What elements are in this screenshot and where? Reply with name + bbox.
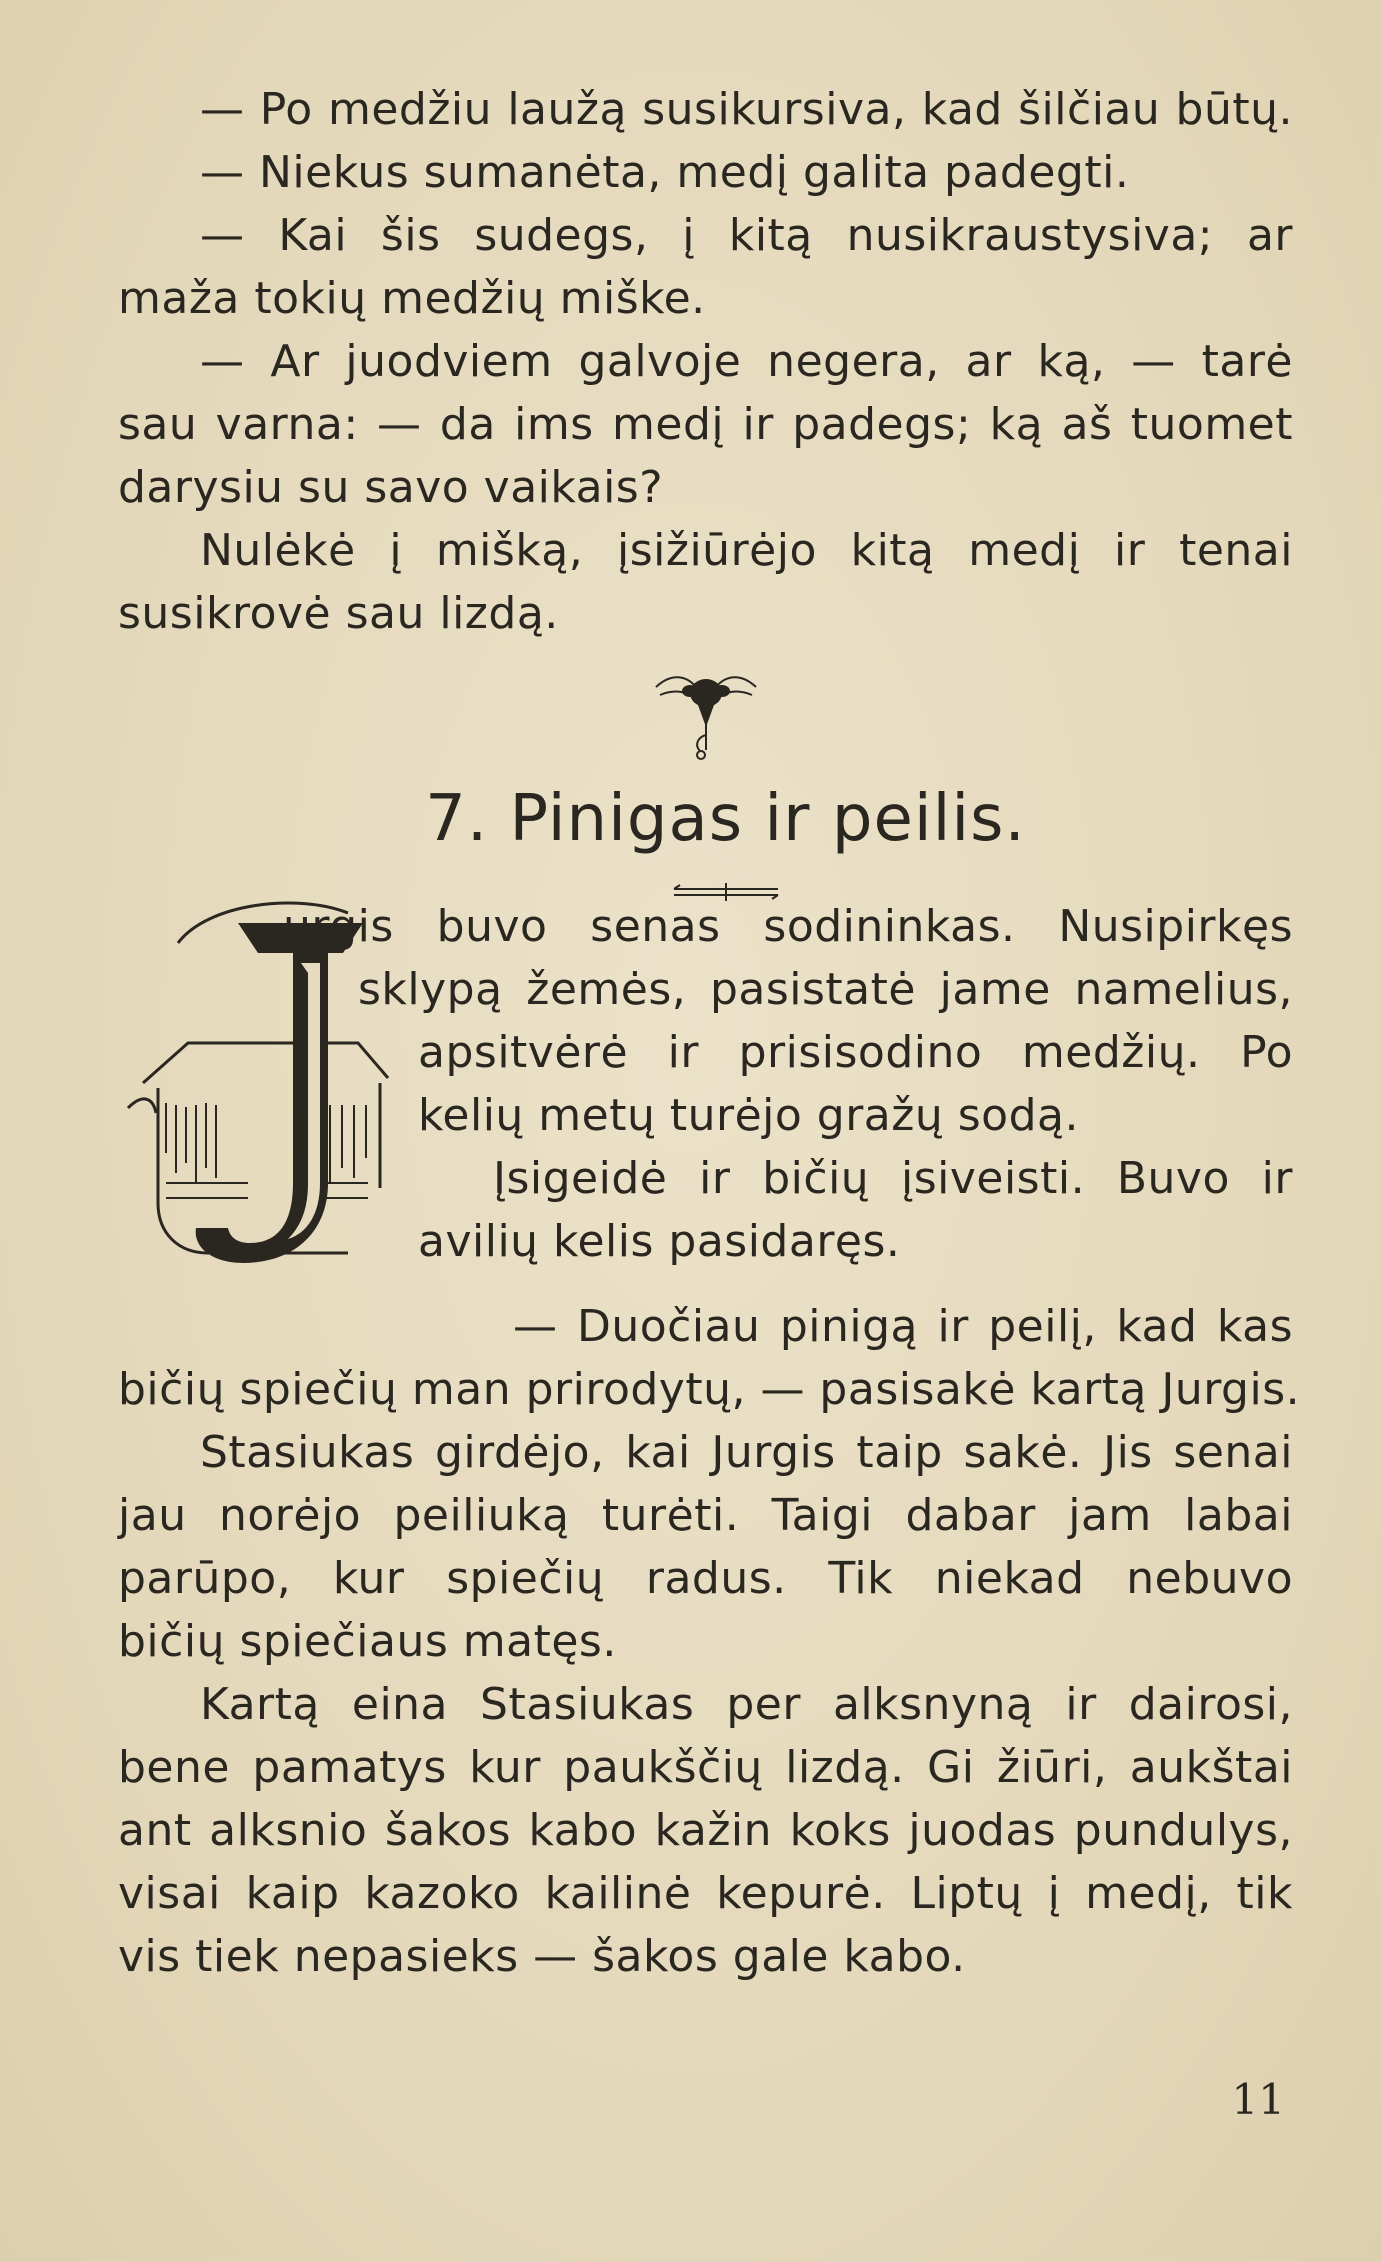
- text-line: parūpo, kur spiečių radus. Tik niekad nebuvo: [118, 1553, 1293, 1604]
- text-line: avilių kelis pasidaręs.: [418, 1216, 901, 1267]
- text-line: Stasiukas girdėjo, kai Jurgis taip sakė. Jis senai: [200, 1427, 1293, 1478]
- text-line: — Kai šis sudegs, į kitą nusikraustysiva; ar: [200, 210, 1293, 261]
- dropcap-paragraph: [118, 895, 1293, 1295]
- text-line: darysiu su savo vaikais?: [118, 462, 664, 513]
- text-line: bene pamatys kur paukščių lizdą. Gi žiūri, aukštai: [118, 1742, 1293, 1793]
- page-text: [118, 78, 1301, 1988]
- text-line: sklypą žemės, pasistatė jame namelius,: [358, 964, 1293, 1015]
- text-line: visai kaip kazoko kailinė kepurė. Liptų į medį, tik: [118, 1868, 1293, 1919]
- page-number: 11: [1231, 2075, 1285, 2124]
- text-line: kelių metų turėjo gražų sodą.: [418, 1090, 1079, 1141]
- text-line: bičių spiečių man prirodytų, — pasisakė kartą Jurgis.: [118, 1364, 1301, 1415]
- text-line: Įsigeidė ir bičių įsiveisti. Buvo ir: [493, 1153, 1293, 1204]
- text-line: Kartą eina Stasiukas per alksnyną ir dairosi,: [200, 1679, 1293, 1730]
- text-line: — Duočiau pinigą ir peilį, kad kas: [513, 1301, 1293, 1352]
- text-line: susikrovė sau lizdą.: [118, 588, 559, 639]
- text-line: ant alksnio šakos kabo kažin koks juodas pundulys,: [118, 1805, 1293, 1856]
- text-line: — Niekus sumanėta, medį galita padegti.: [200, 147, 1130, 198]
- text-line: sau varna: — da ims medį ir padegs; ką aš tuomet: [118, 399, 1293, 450]
- text-line: vis tiek nepasieks — šakos gale kabo.: [118, 1931, 966, 1982]
- text-line: — Ar juodviem galvoje negera, ar ką, — tarė: [200, 336, 1293, 387]
- text-line: Nulėkė į mišką, įsižiūrėjo kitą medį ir tenai: [200, 525, 1293, 576]
- text-line: — Po medžiu laužą susikursiva, kad šilčiau būtų.: [200, 84, 1293, 135]
- text-line: bičių spiečiaus matęs.: [118, 1616, 617, 1667]
- chapter-title: 7. Pinigas ir peilis.: [425, 782, 1026, 856]
- floral-ornament-icon: [118, 665, 1293, 775]
- text-line: apsitvėrė ir prisisodino medžių. Po: [418, 1027, 1293, 1078]
- text-line: jau norėjo peiliuką turėti. Taigi dabar jam labai: [118, 1490, 1293, 1541]
- text-line: maža tokių medžių miške.: [118, 273, 706, 324]
- text-line: urgis buvo senas sodininkas. Nusipirkęs: [283, 901, 1293, 952]
